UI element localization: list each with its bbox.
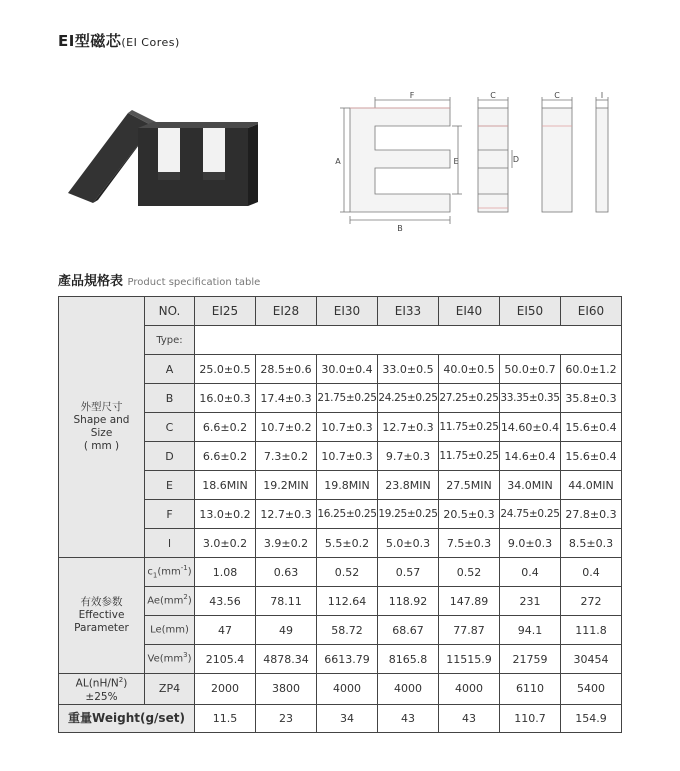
weight-value: 43	[378, 704, 439, 732]
parameter-value: 78.11	[256, 587, 317, 616]
effective-group-en2: Parameter	[74, 622, 129, 634]
parameter-value: 272	[561, 587, 622, 616]
param-end: )	[187, 566, 192, 578]
al-label-3: ±25%	[85, 690, 118, 703]
param-end: )	[187, 595, 192, 607]
dimension-value: 6.6±0.2	[195, 442, 256, 471]
weight-value: 43	[439, 704, 500, 732]
parameter-value: 112.64	[317, 587, 378, 616]
parameter-value: 0.57	[378, 558, 439, 587]
model-header: EI40	[439, 297, 500, 326]
parameter-value: 0.4	[500, 558, 561, 587]
dim-label-l: l	[600, 91, 604, 100]
parameter-value: 6613.79	[317, 645, 378, 674]
weight-row	[59, 704, 622, 732]
dimension-value: 7.3±0.2	[256, 442, 317, 471]
parameter-value: 47	[195, 616, 256, 645]
section-title-cn: 產品規格表	[58, 274, 124, 289]
parameter-value: 11515.9	[439, 645, 500, 674]
dimension-symbol: l	[145, 529, 195, 558]
al-value: 4000	[317, 674, 378, 705]
parameter-value: 1.08	[195, 558, 256, 587]
dimension-value: 60.0±1.2	[561, 355, 622, 384]
parameter-value: 94.1	[500, 616, 561, 645]
dimension-value: 15.6±0.4	[561, 413, 622, 442]
dimension-symbol: A	[145, 355, 195, 384]
al-value: 4000	[378, 674, 439, 705]
dimension-value: 21.75±0.25	[317, 384, 378, 413]
dimension-value: 11.75±0.25	[439, 413, 500, 442]
model-header: EI28	[256, 297, 317, 326]
weight-value: 110.7	[500, 704, 561, 732]
parameter-value: 0.52	[317, 558, 378, 587]
dimension-symbol: C	[145, 413, 195, 442]
param-sup: -1	[180, 564, 188, 573]
dimension-value: 33.35±0.35	[500, 384, 561, 413]
dimension-value: 16.25±0.25	[317, 500, 378, 529]
parameter-value: 21759	[500, 645, 561, 674]
effective-group-label	[59, 558, 145, 674]
dimension-value: 19.25±0.25	[378, 500, 439, 529]
dim-label-c-i: C	[554, 91, 560, 100]
al-value: 3800	[256, 674, 317, 705]
weight-value: 11.5	[195, 704, 256, 732]
dimension-value: 33.0±0.5	[378, 355, 439, 384]
title-main: EI型磁芯	[58, 32, 122, 50]
parameter-value: 111.8	[561, 616, 622, 645]
parameter-value: 0.63	[256, 558, 317, 587]
al-value: 5400	[561, 674, 622, 705]
al-row	[59, 674, 622, 705]
header-row	[59, 297, 622, 326]
param-sup: 2	[183, 593, 188, 602]
parameter-value: 2105.4	[195, 645, 256, 674]
dimension-value: 10.7±0.2	[256, 413, 317, 442]
parameter-value: 147.89	[439, 587, 500, 616]
dimension-value: 16.0±0.3	[195, 384, 256, 413]
dimension-value: 5.5±0.2	[317, 529, 378, 558]
title-sub: (EI Cores)	[121, 36, 180, 49]
al-label	[59, 674, 145, 705]
dimension-value: 35.8±0.3	[561, 384, 622, 413]
al-label-1: AL(nH/N	[75, 677, 119, 690]
dimension-value: 13.0±0.2	[195, 500, 256, 529]
dimension-value: 40.0±0.5	[439, 355, 500, 384]
dimension-value: 8.5±0.3	[561, 529, 622, 558]
dim-label-a: A	[335, 157, 341, 166]
dimension-value: 25.0±0.5	[195, 355, 256, 384]
no-label: NO.	[145, 297, 195, 326]
parameter-value: 8165.8	[378, 645, 439, 674]
model-header: EI33	[378, 297, 439, 326]
parameter-value: 58.72	[317, 616, 378, 645]
weight-value: 23	[256, 704, 317, 732]
al-value: 4000	[439, 674, 500, 705]
param-end: )	[187, 653, 192, 665]
dimension-value: 19.2MIN	[256, 471, 317, 500]
shape-group-label	[59, 297, 145, 558]
param-sub: 1	[152, 571, 158, 580]
dimension-value: 3.0±0.2	[195, 529, 256, 558]
dimension-value: 34.0MIN	[500, 471, 561, 500]
weight-label: 重量Weight(g/set)	[59, 704, 195, 732]
dimension-value: 9.0±0.3	[500, 529, 561, 558]
dimension-value: 15.6±0.4	[561, 442, 622, 471]
dimension-symbol: E	[145, 471, 195, 500]
page-title	[58, 30, 180, 51]
parameter-value: 0.4	[561, 558, 622, 587]
al-label-2: )	[123, 677, 128, 690]
dim-label-d: D	[512, 155, 520, 164]
dimension-value: 24.25±0.25	[378, 384, 439, 413]
dimension-value: 19.8MIN	[317, 471, 378, 500]
shape-group-cn: 外型尺寸	[80, 401, 123, 413]
effective-row	[59, 558, 622, 587]
dimension-value: 7.5±0.3	[439, 529, 500, 558]
parameter-value: 49	[256, 616, 317, 645]
model-header: EI25	[195, 297, 256, 326]
dimension-value: 23.8MIN	[378, 471, 439, 500]
dimension-symbol: B	[145, 384, 195, 413]
type-label: Type:	[145, 326, 195, 355]
dim-label-c-side: C	[490, 91, 496, 100]
param-base: Le(mm)	[150, 624, 189, 636]
ei-core-photo	[58, 108, 258, 208]
model-header: EI30	[317, 297, 378, 326]
type-empty	[195, 326, 622, 355]
param-base: Ve(mm	[147, 653, 184, 665]
dimension-value: 28.5±0.6	[256, 355, 317, 384]
shape-group-en1: Shape and	[73, 414, 130, 426]
shape-group-unit: ( mm )	[83, 440, 120, 452]
dimension-value: 27.25±0.25	[439, 384, 500, 413]
model-header: EI60	[561, 297, 622, 326]
parameter-label	[145, 645, 195, 674]
parameter-value: 118.92	[378, 587, 439, 616]
dim-label-b: B	[397, 224, 403, 233]
dimension-value: 10.7±0.3	[317, 413, 378, 442]
spec-table	[58, 296, 622, 733]
dimension-value: 27.5MIN	[439, 471, 500, 500]
dimension-value: 27.8±0.3	[561, 500, 622, 529]
param-base: c	[147, 566, 153, 578]
dimension-value: 18.6MIN	[195, 471, 256, 500]
weight-value: 154.9	[561, 704, 622, 732]
dimension-value: 30.0±0.4	[317, 355, 378, 384]
al-material: ZP4	[145, 674, 195, 705]
parameter-value: 30454	[561, 645, 622, 674]
dimension-value: 5.0±0.3	[378, 529, 439, 558]
dimension-value: 20.5±0.3	[439, 500, 500, 529]
effective-group-en1: Effective	[78, 609, 125, 621]
dimension-value: 14.60±0.4	[500, 413, 561, 442]
parameter-value: 43.56	[195, 587, 256, 616]
dimension-drawing	[330, 88, 660, 238]
parameter-label	[145, 558, 195, 587]
dimension-symbol: D	[145, 442, 195, 471]
shape-group-en2: Size	[90, 427, 113, 439]
dimension-value: 24.75±0.25	[500, 500, 561, 529]
dimension-value: 44.0MIN	[561, 471, 622, 500]
dimension-value: 9.7±0.3	[378, 442, 439, 471]
parameter-value: 231	[500, 587, 561, 616]
parameter-value: 0.52	[439, 558, 500, 587]
parameter-value: 77.87	[439, 616, 500, 645]
effective-group-cn: 有效参数	[80, 596, 123, 608]
dimension-value: 50.0±0.7	[500, 355, 561, 384]
dim-label-f: F	[409, 91, 415, 100]
dimension-value: 11.75±0.25	[439, 442, 500, 471]
parameter-value: 4878.34	[256, 645, 317, 674]
dimension-value: 10.7±0.3	[317, 442, 378, 471]
dimension-value: 12.7±0.3	[378, 413, 439, 442]
param-tail: (mm	[157, 566, 181, 578]
dimension-value: 14.6±0.4	[500, 442, 561, 471]
dimension-value: 12.7±0.3	[256, 500, 317, 529]
param-sup: 3	[183, 651, 188, 660]
parameter-label	[145, 616, 195, 645]
section-title	[58, 270, 260, 289]
model-header: EI50	[500, 297, 561, 326]
dimension-value: 17.4±0.3	[256, 384, 317, 413]
parameter-value: 68.67	[378, 616, 439, 645]
dimension-value: 6.6±0.2	[195, 413, 256, 442]
dim-label-e: E	[453, 157, 459, 166]
weight-value: 34	[317, 704, 378, 732]
dimension-value: 3.9±0.2	[256, 529, 317, 558]
parameter-label	[145, 587, 195, 616]
dimension-symbol: F	[145, 500, 195, 529]
section-title-en: Product specification table	[127, 277, 261, 288]
al-label-sup: 2	[118, 676, 124, 684]
al-value: 2000	[195, 674, 256, 705]
param-base: Ae(mm	[147, 595, 184, 607]
al-value: 6110	[500, 674, 561, 705]
